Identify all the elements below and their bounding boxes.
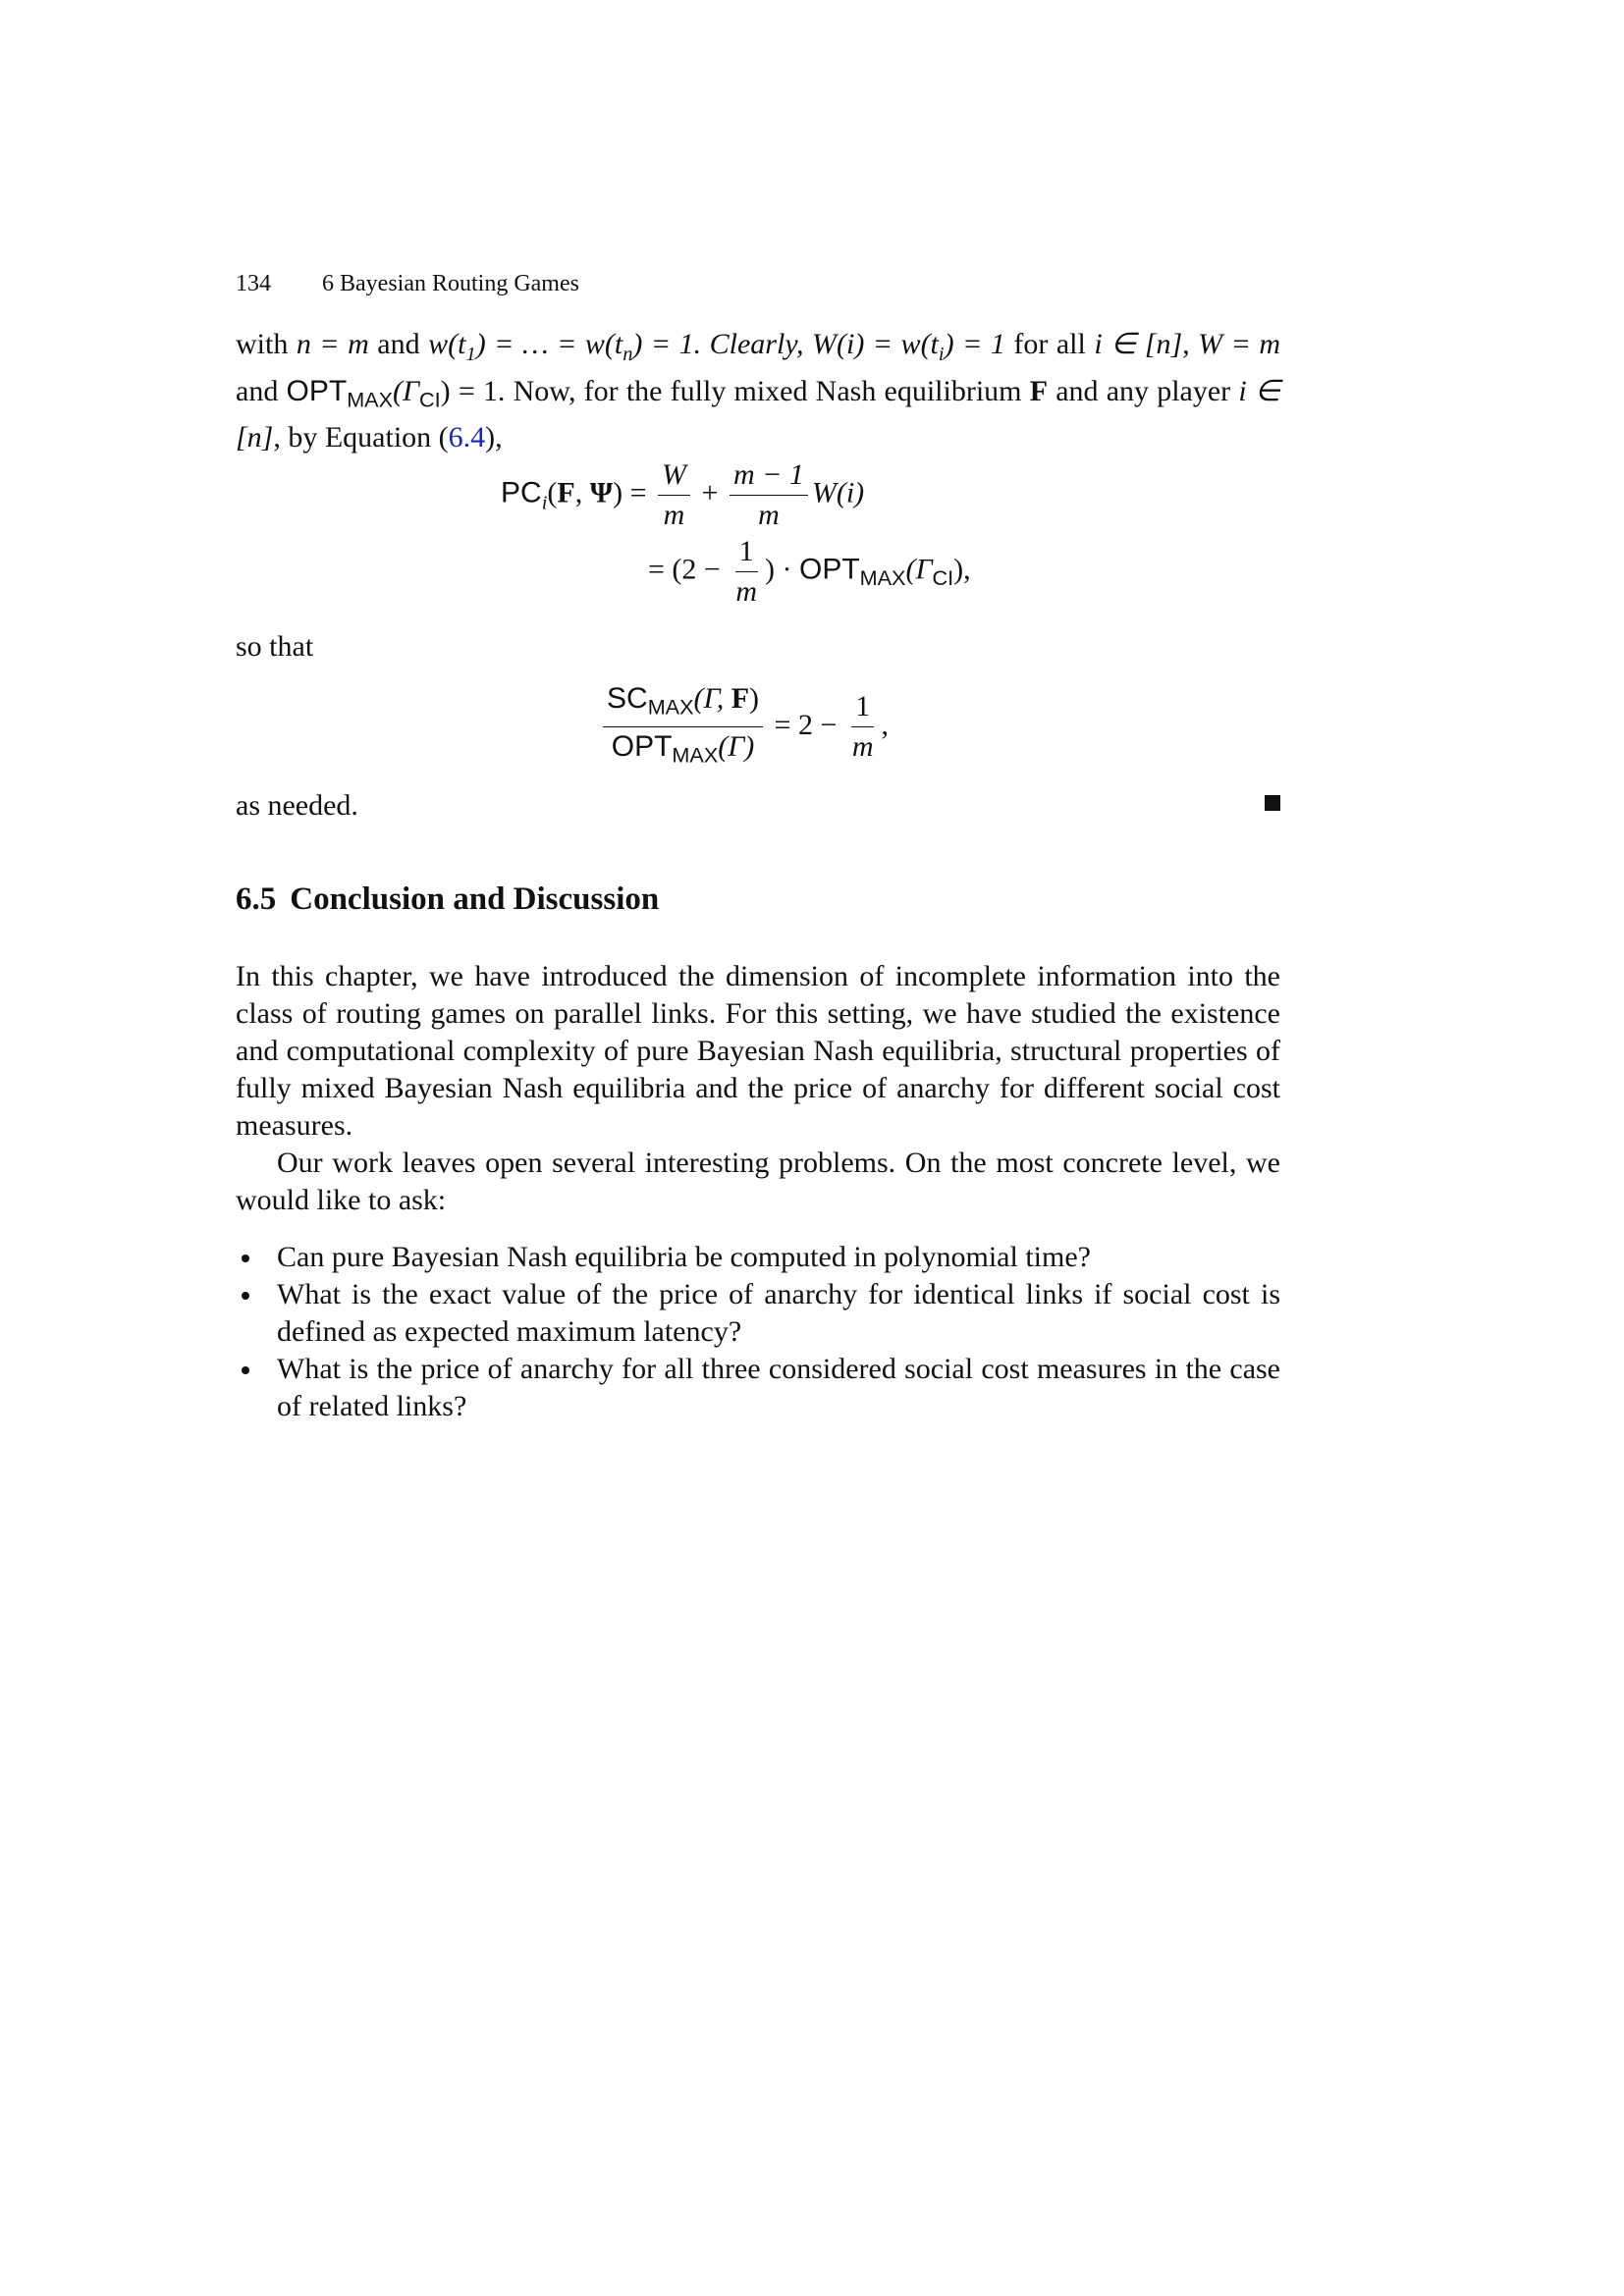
fraction-w-over-m: $\frac{W}{m}$ xyxy=(658,459,690,531)
conclusion-paragraph-1: In this chapter, we have introduced the dimension of incomplete information into the class of routing games on parallel links. For this setting, we have studied the existence and computational complexity of pure Bayesian Nash equilibria, structural properties of fully mixed Bayesian Nash equilibria and the price of anarchy for different social cost measures. xyxy=(236,960,1280,1142)
proof-intro-paragraph: with n = m and $w(t_1)$ = … = $w(t_n) = 1$. Clearly, $W(i) = w(t_i) = 1$ for all i ∈ [n], W = m and $OPT_{MAX}(\Gamma_{CI}) = 1$. Now, for the fully mixed Nash equilibrium F and any player i ∈ [n], by Equation (6.4), xyxy=(236,328,1281,454)
section-heading xyxy=(236,881,659,918)
conclusion-paragraph-2: Our work leaves open several interesting problems. On the most concrete level, we would like to ask: xyxy=(236,1147,1280,1216)
list-item: Can pure Bayesian Nash equilibria be computed in polynomial time? xyxy=(236,1239,1280,1276)
list-item: What is the exact value of the price of anarchy for identical links if social cost is defined as expected maximum latency? xyxy=(236,1276,1280,1351)
equation-pc-line-2: = (2 − $\frac{1}{m}$ ) · $OPT_{MAX}(\Gamma_{CI})$, xyxy=(648,535,971,608)
fraction-sc-over-opt: $\frac{SC_{MAX}(\Gamma, F)}{OPT_{MAX}(\Gamma)}$ xyxy=(603,683,763,772)
section-title: Conclusion and Discussion xyxy=(290,881,660,917)
open-questions-list xyxy=(236,1239,1280,1425)
qed-square-icon xyxy=(1265,795,1280,811)
fraction-m-minus-1-over-m: $\frac{m - 1}{m}$ xyxy=(730,459,808,531)
section-number: 6.5 xyxy=(236,881,277,917)
so-that-text: so that xyxy=(236,630,314,663)
fraction-1-over-m: $\frac{1}{m}$ xyxy=(735,535,757,608)
fraction-1-over-m-ratio: $\frac{1}{m}$ xyxy=(851,690,874,764)
page-number: 134 xyxy=(236,271,271,296)
as-needed-text: as needed. xyxy=(236,789,358,822)
opt-max-ci-term: $OPT_{MAX}(\Gamma_{CI}) = 1$. xyxy=(286,375,506,412)
equation-pc-line-1: $PC_i(F$, Ψ) = $\frac{W}{m}$ + $\frac{m - 1}{m}$ W(i) xyxy=(501,458,865,531)
running-head xyxy=(236,271,579,297)
list-item: What is the price of anarchy for all three considered social cost measures in the case of related links? xyxy=(236,1351,1280,1425)
equation-ratio: $\frac{SC_{MAX}(\Gamma, F)}{OPT_{MAX}(\Gamma)}$ = 2 − $\frac{1}{m}$ , xyxy=(599,683,889,772)
equation-reference-link[interactable]: 6.4 xyxy=(448,420,486,454)
chapter-title: 6 Bayesian Routing Games xyxy=(322,271,579,296)
